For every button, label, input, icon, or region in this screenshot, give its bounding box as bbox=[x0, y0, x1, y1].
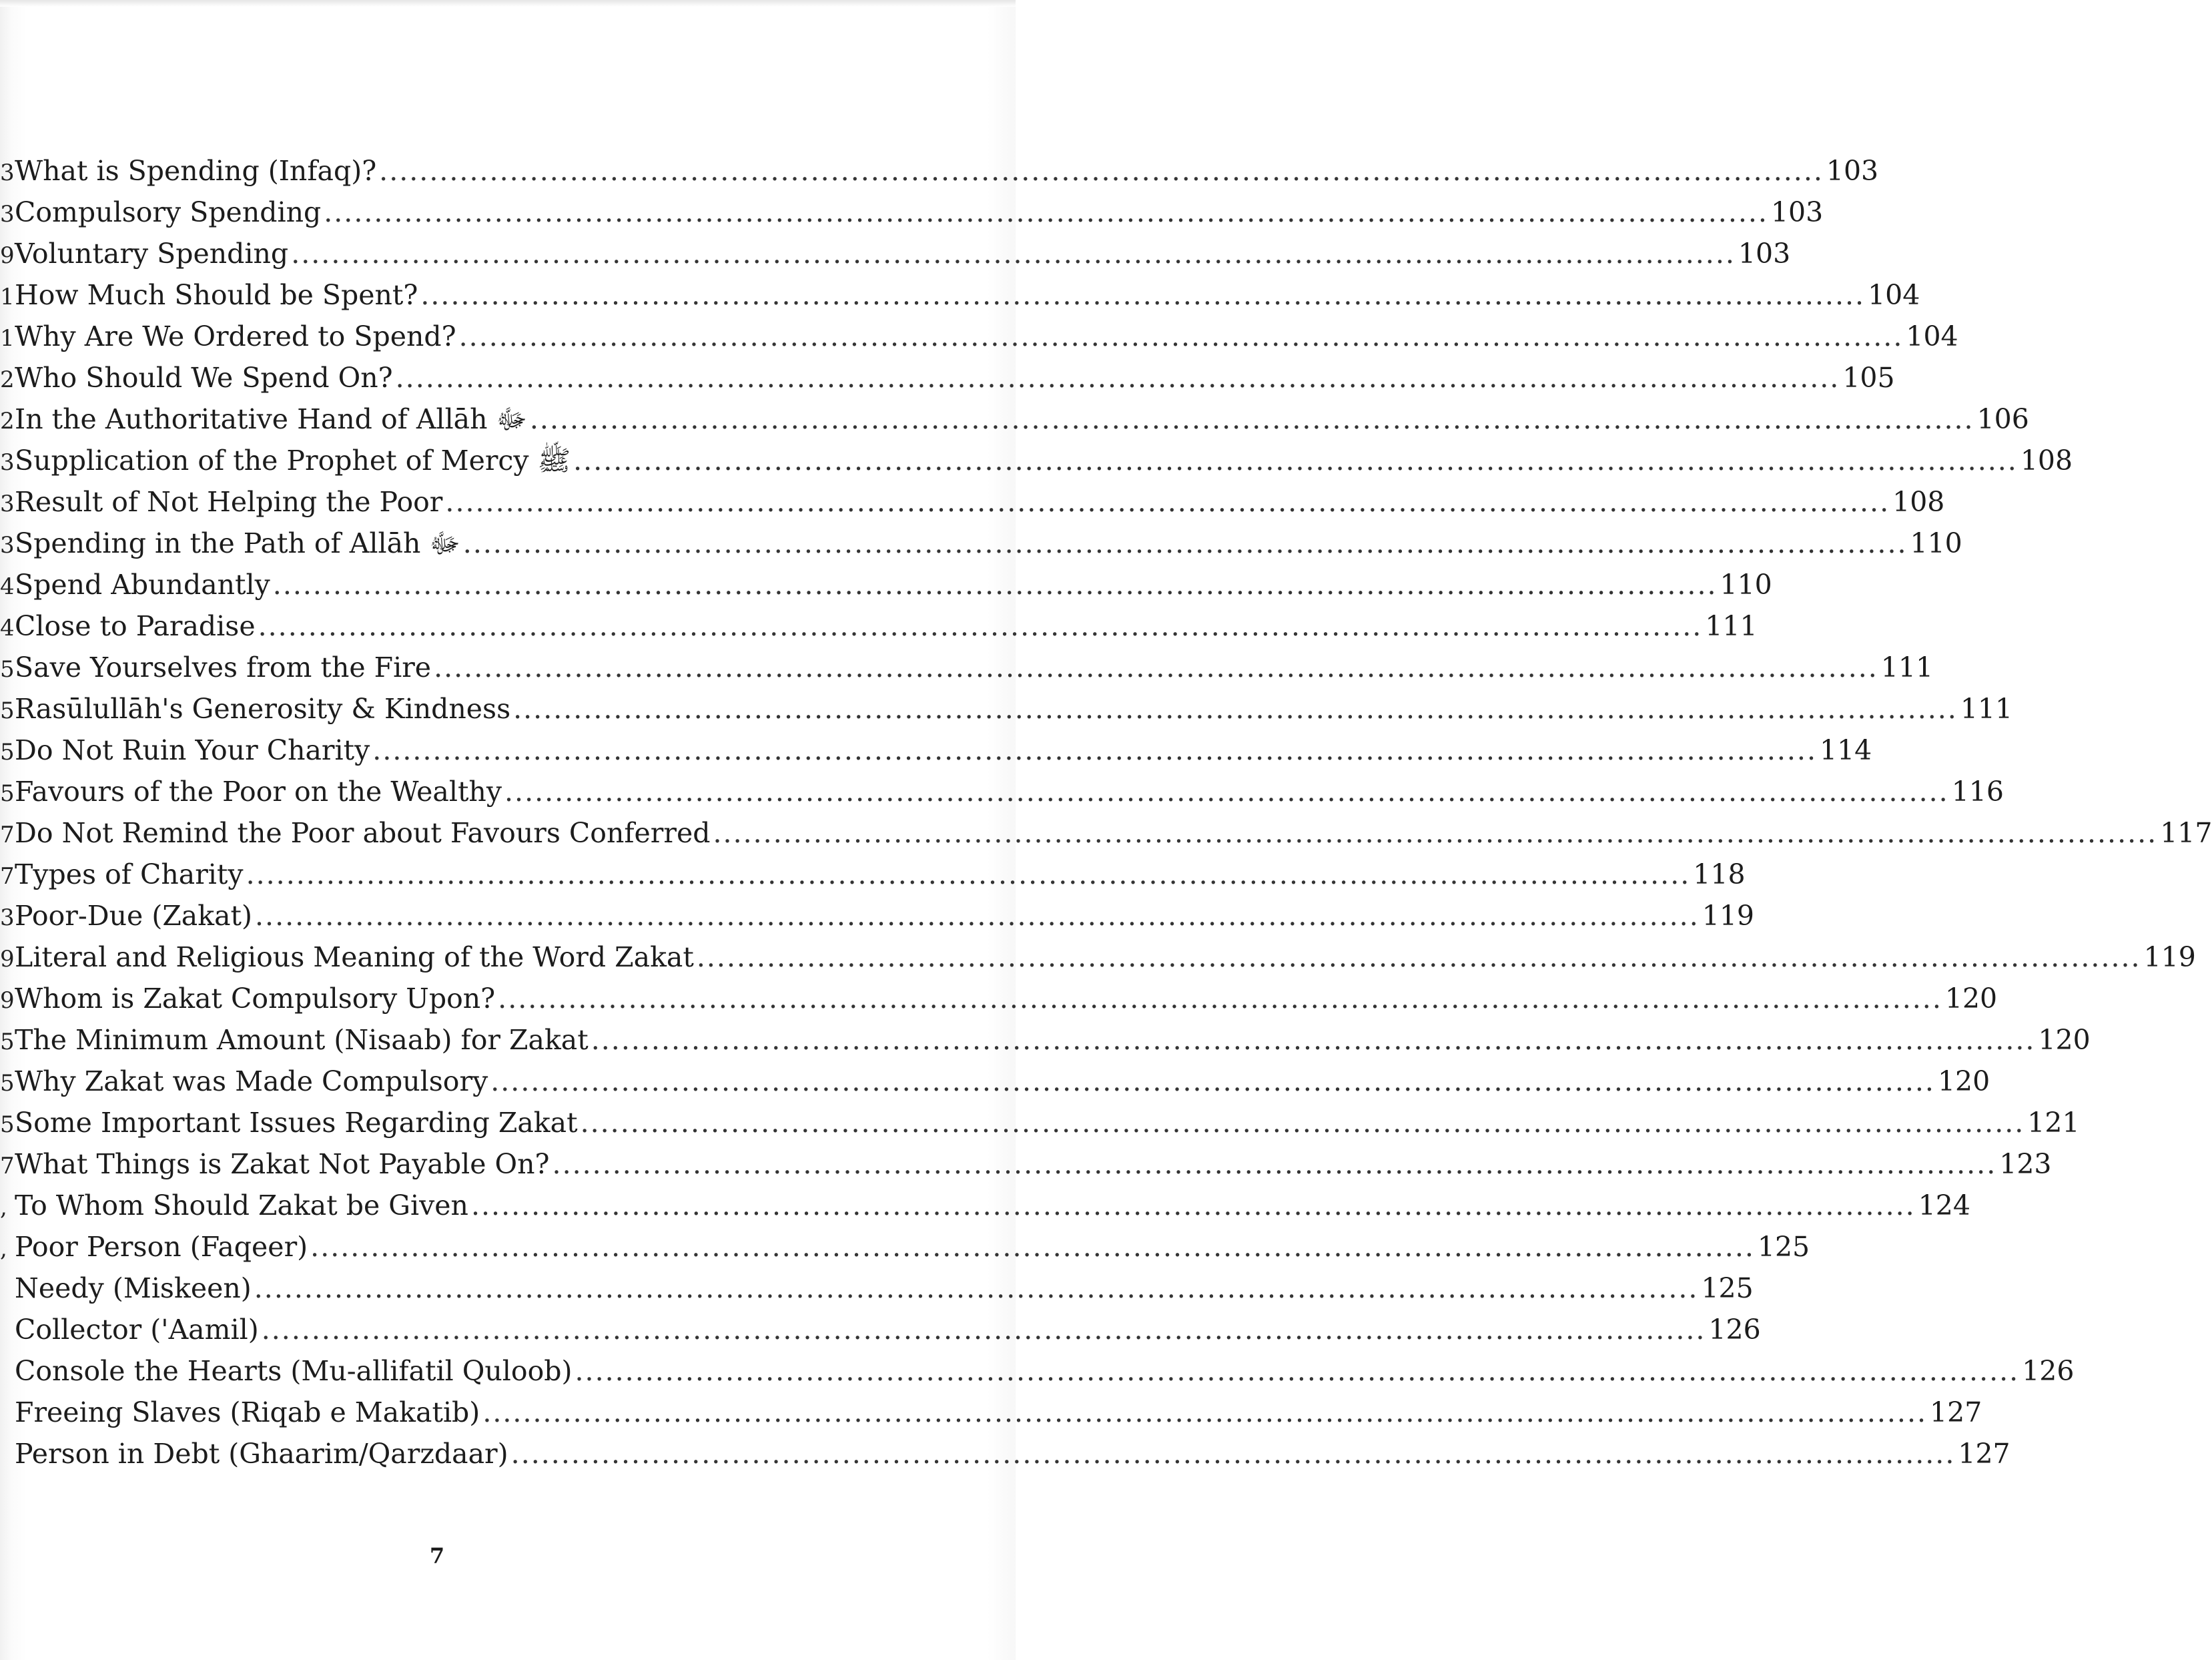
toc-leader-dots: ................................................................................................................................................ bbox=[462, 527, 1908, 559]
toc-entry-title: Some Important Issues Regarding Zakat bbox=[15, 1107, 578, 1139]
toc-leader-dots: ................................................................................................................................................ bbox=[445, 486, 1890, 518]
toc-leader-dots: ................................................................................................................................................ bbox=[575, 1355, 2020, 1387]
toc-entry-page: 105 bbox=[1842, 362, 1895, 394]
toc-entry-title: Do Not Remind the Poor about Favours Conferred bbox=[15, 817, 711, 849]
toc-entry-page: 103 bbox=[1826, 155, 1879, 187]
toc-entry-title: Result of Not Helping the Poor bbox=[15, 486, 443, 518]
toc-leader-dots: ................................................................................................................................................ bbox=[395, 362, 1840, 394]
toc-leader-dots: ................................................................................................................................................ bbox=[310, 1231, 1755, 1263]
toc-entry-stub: 7 bbox=[0, 863, 15, 890]
toc-entry-page: 125 bbox=[1757, 1231, 1810, 1263]
toc-entry-page: 103 bbox=[1738, 238, 1791, 270]
toc-entry-page: 114 bbox=[1820, 734, 1872, 766]
toc-entry-title: Spend Abundantly bbox=[15, 569, 270, 601]
toc-entry-title: Close to Paradise bbox=[15, 610, 256, 642]
toc-leader-dots: ................................................................................................................................................ bbox=[529, 403, 1974, 435]
toc-entry bbox=[0, 233, 1791, 274]
toc-leader-dots: ................................................................................................................................................ bbox=[434, 651, 1878, 683]
toc-leader-dots: ................................................................................................................................................ bbox=[713, 817, 2158, 849]
toc-leader-dots: ................................................................................................................................................ bbox=[504, 776, 1949, 808]
toc-leader-dots: ................................................................................................................................................ bbox=[324, 196, 1768, 228]
toc-entry-stub: 5 bbox=[0, 656, 15, 683]
toc-leader-dots: ................................................................................................................................................ bbox=[261, 1314, 1706, 1346]
toc-entry-stub: 4 bbox=[0, 573, 15, 600]
toc-entry-title: Whom is Zakat Compulsory Upon? bbox=[15, 983, 496, 1015]
toc-entry-stub: 5 bbox=[0, 1111, 15, 1138]
toc-entry-title: Compulsory Spending bbox=[15, 196, 322, 228]
toc-leader-dots: ................................................................................................................................................ bbox=[498, 983, 1942, 1015]
toc-entry-page: 124 bbox=[1918, 1189, 1970, 1221]
toc-entry-page: 120 bbox=[1944, 983, 1998, 1015]
toc-entry-title: Who Should We Spend On? bbox=[15, 362, 393, 394]
toc-leader-dots: ................................................................................................................................................ bbox=[510, 1438, 1956, 1470]
toc-entry bbox=[0, 605, 1758, 647]
toc-entry-title: Spending in the Path of Allāh ﷻ bbox=[15, 527, 460, 559]
toc-entry-stub: 3 bbox=[0, 201, 15, 228]
toc-entry bbox=[0, 523, 1962, 564]
toc-entry bbox=[0, 812, 2212, 854]
toc-entry bbox=[0, 771, 2004, 812]
toc-entry-page: 120 bbox=[2038, 1024, 2091, 1056]
toc-entry-stub: 5 bbox=[0, 1029, 15, 1055]
toc-leader-dots: ................................................................................................................................................ bbox=[482, 1396, 1928, 1428]
toc-entry bbox=[0, 1309, 1761, 1350]
toc-entry bbox=[0, 1268, 1754, 1309]
toc-entry-page: 126 bbox=[1708, 1314, 1761, 1346]
toc-entry-title: Console the Hearts (Mu-allifatil Quloob) bbox=[15, 1355, 573, 1387]
toc-entry-stub: 3 bbox=[0, 904, 15, 931]
toc-leader-dots: ................................................................................................................................................ bbox=[246, 858, 1691, 890]
toc-entry-page: 126 bbox=[2022, 1355, 2075, 1387]
toc-entry-title: Do Not Ruin Your Charity bbox=[15, 734, 370, 766]
toc-leader-dots: ................................................................................................................................................ bbox=[258, 610, 1703, 642]
toc-entry-title: The Minimum Amount (Nisaab) for Zakat bbox=[15, 1024, 589, 1056]
toc-entry bbox=[0, 688, 2013, 730]
toc-entry-page: 117 bbox=[2160, 817, 2212, 849]
toc-entry-title: To Whom Should Zakat be Given bbox=[15, 1189, 468, 1221]
toc-entry-stub: 7 bbox=[0, 822, 15, 848]
toc-leader-dots: ................................................................................................................................................ bbox=[458, 320, 1904, 352]
toc-entry-stub: 4 bbox=[0, 615, 15, 641]
toc-entry bbox=[0, 1061, 1990, 1102]
toc-entry-page: 111 bbox=[1880, 651, 1934, 683]
toc-entry-page: 118 bbox=[1693, 858, 1746, 890]
toc-entry-stub: , bbox=[0, 1235, 7, 1262]
toc-entry bbox=[0, 1185, 1970, 1226]
toc-entry-stub: 2 bbox=[0, 366, 15, 393]
toc-entry-title: Save Yourselves from the Fire bbox=[15, 651, 432, 683]
toc-entry bbox=[0, 1226, 1810, 1268]
toc-entry-title: Voluntary Spending bbox=[15, 238, 289, 270]
page-top-edge bbox=[0, 0, 1016, 7]
toc-entry-stub: 3 bbox=[0, 160, 15, 186]
toc-entry-title: Person in Debt (Ghaarim/Qarzdaar) bbox=[15, 1438, 508, 1470]
toc-entry-stub: 2 bbox=[0, 408, 15, 435]
toc-entry bbox=[0, 647, 1934, 688]
toc-entry-page: 125 bbox=[1701, 1272, 1754, 1304]
toc-entry bbox=[0, 398, 2029, 440]
toc-entry bbox=[0, 1102, 2080, 1143]
toc-entry-page: 108 bbox=[2020, 445, 2073, 477]
toc-leader-dots: ................................................................................................................................................ bbox=[420, 279, 1866, 311]
toc-entry-page: 104 bbox=[1868, 279, 1920, 311]
toc-entry bbox=[0, 978, 1998, 1019]
toc-entry-title: Types of Charity bbox=[15, 858, 244, 890]
toc-entry-page: 106 bbox=[1976, 403, 2029, 435]
toc-leader-dots: ................................................................................................................................................ bbox=[552, 1148, 1997, 1180]
toc-entry-stub: 5 bbox=[0, 780, 15, 807]
toc-entry-title: Why Zakat was Made Compulsory bbox=[15, 1065, 488, 1097]
toc-leader-dots: ................................................................................................................................................ bbox=[291, 238, 1736, 270]
toc-entry-title: Poor Person (Faqeer) bbox=[15, 1231, 308, 1263]
toc-entry-title: Freeing Slaves (Riqab e Makatib) bbox=[15, 1396, 480, 1428]
toc-entry-page: 108 bbox=[1892, 486, 1945, 518]
toc-entry bbox=[0, 1143, 2052, 1185]
toc-entry bbox=[0, 936, 2196, 978]
toc-entry-page: 121 bbox=[2027, 1107, 2080, 1139]
toc-entry-title: What is Spending (Infaq)? bbox=[15, 155, 377, 187]
toc-leader-dots: ................................................................................................................................................ bbox=[254, 1272, 1699, 1304]
toc-entry-page: 120 bbox=[1937, 1065, 1990, 1097]
toc-leader-dots: ................................................................................................................................................ bbox=[580, 1107, 2025, 1139]
toc-entry-page: 110 bbox=[1910, 527, 1962, 559]
toc-entry-title: Favours of the Poor on the Wealthy bbox=[15, 776, 502, 808]
toc-entry bbox=[0, 192, 1824, 233]
toc-entry-title: Poor-Due (Zakat) bbox=[15, 900, 253, 932]
toc-entry bbox=[0, 1019, 2091, 1061]
toc-entry-stub: , bbox=[0, 1194, 7, 1221]
toc-entry-page: 103 bbox=[1770, 196, 1824, 228]
toc-entry-title: Needy (Miskeen) bbox=[15, 1272, 252, 1304]
toc-entry-stub: 3 bbox=[0, 449, 15, 476]
toc-leader-dots: ................................................................................................................................................ bbox=[573, 445, 2018, 477]
toc-entry bbox=[0, 1350, 2075, 1392]
toc-leader-dots: ................................................................................................................................................ bbox=[379, 155, 1824, 187]
toc-leader-dots: ................................................................................................................................................ bbox=[490, 1065, 1935, 1097]
toc-entry-stub: 1 bbox=[0, 325, 15, 352]
toc-entry-title: How Much Should be Spent? bbox=[15, 279, 418, 311]
toc-entry-page: 119 bbox=[1702, 900, 1754, 932]
toc-entry-title: Why Are We Ordered to Spend? bbox=[15, 320, 456, 352]
toc-entry-stub: 3 bbox=[0, 532, 15, 559]
toc-entry-page: 119 bbox=[2143, 941, 2196, 973]
toc-entry bbox=[0, 357, 1895, 398]
toc-entry-page: 111 bbox=[1705, 610, 1758, 642]
toc-entry-title: What Things is Zakat Not Payable On? bbox=[15, 1148, 550, 1180]
toc-entry bbox=[0, 150, 1879, 192]
toc-entry-stub: 9 bbox=[0, 946, 15, 973]
toc-entry bbox=[0, 895, 1754, 936]
toc-entry-stub: 5 bbox=[0, 1070, 15, 1097]
toc-entry bbox=[0, 730, 1872, 771]
toc-leader-dots: ................................................................................................................................................ bbox=[255, 900, 1700, 932]
toc-entry-page: 104 bbox=[1906, 320, 1958, 352]
toc-entry bbox=[0, 564, 1772, 605]
toc-entry-stub: 1 bbox=[0, 284, 15, 310]
toc-entry-stub: 5 bbox=[0, 739, 15, 766]
toc-leader-dots: ................................................................................................................................................ bbox=[372, 734, 1817, 766]
toc-entry-title: In the Authoritative Hand of Allāh ﷻ bbox=[15, 403, 527, 435]
toc-leader-dots: ................................................................................................................................................ bbox=[470, 1189, 1916, 1221]
toc-entry bbox=[0, 316, 1958, 357]
toc-entry bbox=[0, 1392, 1982, 1433]
toc-entry bbox=[0, 854, 1746, 895]
toc-entry bbox=[0, 274, 1920, 316]
toc-entry-title: Literal and Religious Meaning of the Word Zakat bbox=[15, 941, 694, 973]
toc-entry-page: 123 bbox=[1999, 1148, 2052, 1180]
toc-entry-page: 127 bbox=[1958, 1438, 2010, 1470]
toc-entry-page: 110 bbox=[1720, 569, 1772, 601]
toc-entry bbox=[0, 1433, 2010, 1474]
toc-entry bbox=[0, 440, 2073, 481]
toc-entry-page: 116 bbox=[1951, 776, 2004, 808]
toc-leader-dots: ................................................................................................................................................ bbox=[696, 941, 2141, 973]
toc-leader-dots: ................................................................................................................................................ bbox=[272, 569, 1718, 601]
table-of-contents bbox=[0, 150, 2212, 1474]
toc-entry-stub: 9 bbox=[0, 987, 15, 1014]
toc-leader-dots: ................................................................................................................................................ bbox=[591, 1024, 2036, 1056]
toc-entry-page: 111 bbox=[1960, 693, 2013, 725]
page-number: 7 bbox=[429, 1543, 445, 1569]
toc-entry-title: Rasūlullāh's Generosity & Kindness bbox=[15, 693, 511, 725]
toc-entry bbox=[0, 481, 1945, 523]
toc-entry-stub: 9 bbox=[0, 242, 15, 269]
toc-entry-title: Collector ('Aamil) bbox=[15, 1314, 259, 1346]
toc-entry-title: Supplication of the Prophet of Mercy ﷺ bbox=[15, 445, 571, 477]
toc-entry-stub: 7 bbox=[0, 1153, 15, 1179]
toc-entry-stub: 5 bbox=[0, 698, 15, 724]
toc-leader-dots: ................................................................................................................................................ bbox=[513, 693, 1958, 725]
toc-entry-page: 127 bbox=[1930, 1396, 1982, 1428]
toc-entry-stub: 3 bbox=[0, 491, 15, 517]
